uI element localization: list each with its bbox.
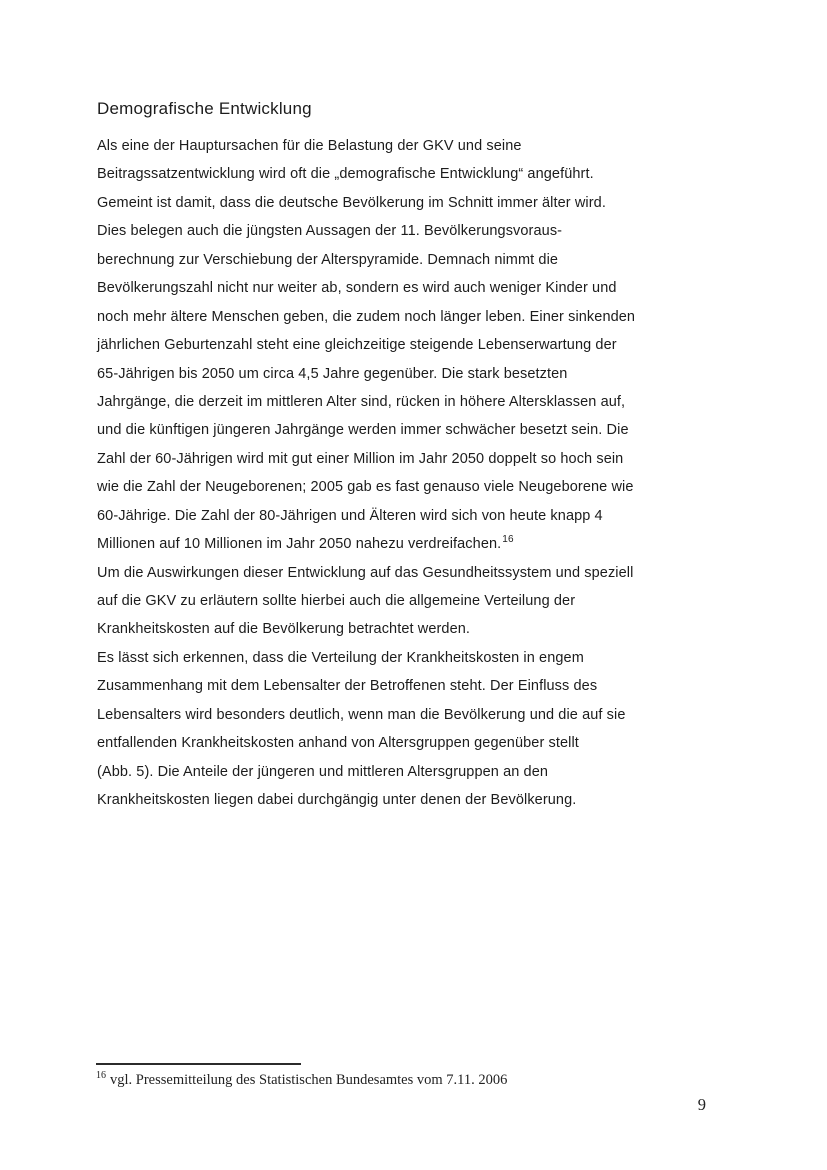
footnote-separator [96,1063,301,1065]
text-line: noch mehr ältere Menschen geben, die zudem noch länger leben. Einer sinkenden [97,308,636,325]
text-line: berechnung zur Verschiebung der Alterspyramide. Demnach nimmt die [97,251,559,268]
text-line: Dies belegen auch die jüngsten Aussagen der 11. Bevölkerungsvoraus- [97,223,563,240]
body-text [97,132,722,815]
text-line: Als eine der Hauptursachen für die Belastung der GKV und seine [97,138,522,154]
text-line: Krankheitskosten auf die Bevölkerung betrachtet werden. [97,621,471,638]
text-line: Lebensalters wird besonders deutlich, wenn man die Bevölkerung und die auf sie [97,706,626,723]
text-line: jährlichen Geburtenzahl steht eine gleichzeitige steigende Lebenserwartung der [97,337,617,354]
text-line: Um die Auswirkungen dieser Entwicklung auf das Gesundheitssystem und speziell [97,564,634,581]
text-line: Millionen auf 10 Millionen im Jahr 2050 nahezu verdreifachen. [97,536,502,553]
section-heading: Demografische Entwicklung [97,99,312,118]
text-line: und die künftigen jüngeren Jahrgänge werden immer schwächer besetzt sein. Die [97,422,629,439]
footnote-text: vgl. Pressemitteilung des Statistischen Bundesamtes vom 7.11. 2006 [110,1072,508,1088]
text-line-with-footnote-ref [97,530,722,558]
text-line: Zahl der 60-Jährigen wird mit gut einer Million im Jahr 2050 doppelt so hoch sein [97,450,624,467]
text-line: Beitragssatzentwicklung wird oft die „demografische Entwicklung“ angeführt. [97,166,594,183]
text-line: Es lässt sich erkennen, dass die Verteilung der Krankheitskosten in engem [97,649,584,666]
text-line: 60-Jährige. Die Zahl der 80-Jährigen und Älteren wird sich von heute knapp 4 [97,507,603,524]
text-line: wie die Zahl der Neugeborenen; 2005 gab es fast genauso viele Neugeborene wie [97,479,634,496]
text-line: Zusammenhang mit dem Lebensalter der Betroffenen steht. Der Einfluss des [97,678,598,695]
footnote-marker: 16 [96,1070,106,1082]
text-block [97,97,722,815]
text-line: Bevölkerungszahl nicht nur weiter ab, sondern es wird auch weniger Kinder und [97,280,617,297]
text-line: Krankheitskosten liegen dabei durchgängig unter denen der Bevölkerung. [97,792,577,809]
text-line: auf die GKV zu erläutern sollte hierbei auch die allgemeine Verteilung der [97,593,576,609]
text-line: 65-Jährigen bis 2050 um circa 4,5 Jahre gegenüber. Die stark besetzten [97,365,568,382]
text-line: Jahrgänge, die derzeit im mittleren Alter sind, rücken in höhere Altersklassen auf, [97,393,626,410]
text-line: (Abb. 5). Die Anteile der jüngeren und mittleren Altersgruppen an den [97,763,549,780]
footnote-reference: 16 [502,534,514,546]
text-line: Gemeint ist damit, dass die deutsche Bevölkerung im Schnitt immer älter wird. [97,194,606,211]
page-number: 9 [697,1095,706,1114]
footnote [96,1072,507,1089]
text-line: entfallenden Krankheitskosten anhand von Altersgruppen gegenüber stellt [97,735,579,752]
